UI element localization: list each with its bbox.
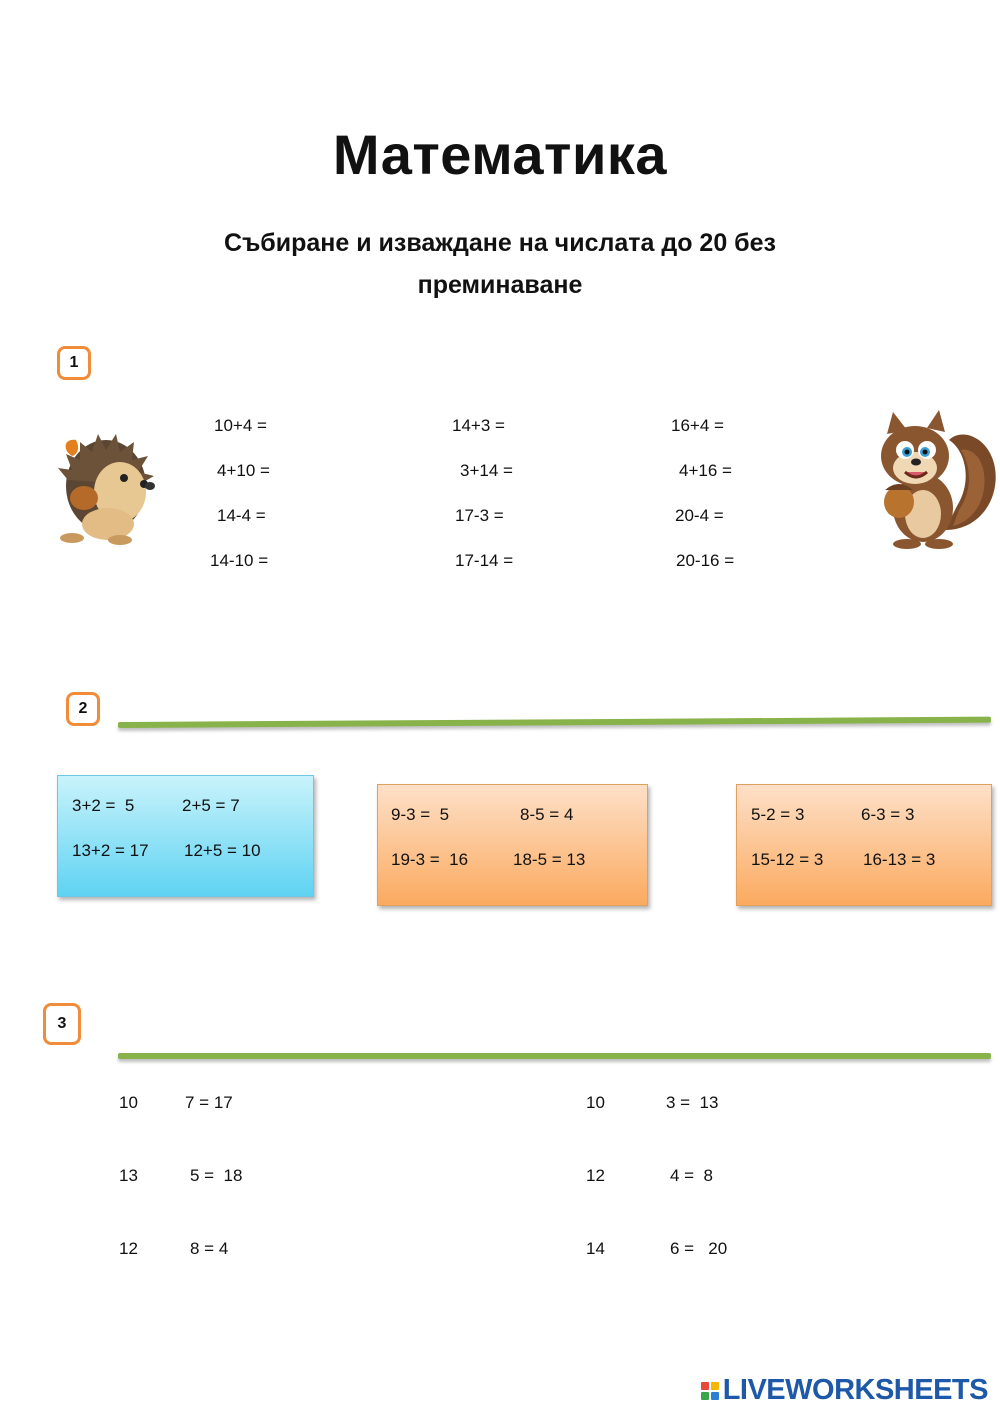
section1-equation: 20-4 = — [675, 506, 724, 525]
card-equation: 9-3 = 5 — [391, 805, 450, 824]
liveworksheets-logo-icon — [701, 1382, 719, 1400]
section3-first-number: 12 — [586, 1166, 605, 1185]
page-title: Математика — [332, 123, 668, 186]
section1-equation: 4+10 = — [217, 461, 270, 480]
section3-equation-rest: 4 = 8 — [670, 1166, 714, 1185]
section-1-badge: 1 — [57, 346, 91, 380]
answer-card-1 — [57, 775, 314, 897]
card-equation: 12+5 = 10 — [184, 841, 261, 860]
section1-equation: 17-14 = — [455, 551, 514, 570]
section3-equation-rest: 6 = 20 — [670, 1239, 728, 1258]
section3-first-number: 10 — [586, 1093, 605, 1112]
subtitle-line-1: Събиране и изваждане на числата до 20 без — [224, 229, 776, 257]
section3-first-number: 13 — [119, 1166, 138, 1185]
liveworksheets-logo[interactable] — [701, 1374, 988, 1407]
card-equation: 13+2 = 17 — [72, 841, 149, 860]
card-equation: 16-13 = 3 — [863, 850, 936, 869]
section3-equation-rest: 7 = 17 — [185, 1093, 233, 1112]
section-3-divider — [118, 1053, 991, 1059]
section1-equation: 17-3 = — [455, 506, 504, 525]
section3-first-number: 12 — [119, 1239, 138, 1258]
squirrel-icon — [865, 410, 1000, 550]
section1-equation: 14-4 = — [217, 506, 266, 525]
logo-text: LIVEWORKSHEETS — [722, 1374, 988, 1406]
section3-equation-rest: 8 = 4 — [190, 1239, 229, 1258]
section3-first-number: 14 — [586, 1239, 605, 1258]
section-2-divider — [118, 717, 991, 728]
section3-equation-rest: 3 = 13 — [666, 1093, 719, 1112]
section1-equation: 14+3 = — [452, 416, 505, 435]
card-equation: 3+2 = 5 — [72, 796, 135, 815]
section1-equation: 4+16 = — [679, 461, 732, 480]
card-equation: 8-5 = 4 — [520, 805, 574, 824]
section1-equation: 14-10 = — [210, 551, 269, 570]
section1-equation: 10+4 = — [214, 416, 267, 435]
page-subtitle — [150, 222, 850, 306]
section3-first-number: 10 — [119, 1093, 138, 1112]
hedgehog-icon — [58, 420, 158, 546]
section-3-badge: 3 — [43, 1003, 81, 1045]
section-2-badge: 2 — [66, 692, 100, 726]
answer-card-3 — [736, 784, 992, 906]
section1-equation: 3+14 = — [460, 461, 513, 480]
card-equation: 19-3 = 16 — [391, 850, 469, 869]
card-equation: 15-12 = 3 — [751, 850, 824, 869]
card-equation: 18-5 = 13 — [513, 850, 586, 869]
section3-equation-rest: 5 = 18 — [190, 1166, 243, 1185]
section1-equation: 16+4 = — [671, 416, 724, 435]
section1-equation: 20-16 = — [676, 551, 735, 570]
subtitle-line-2: преминаване — [417, 271, 583, 299]
card-equation: 5-2 = 3 — [751, 805, 805, 824]
answer-card-2 — [377, 784, 648, 906]
card-equation: 6-3 = 3 — [861, 805, 915, 824]
card-equation: 2+5 = 7 — [182, 796, 240, 815]
